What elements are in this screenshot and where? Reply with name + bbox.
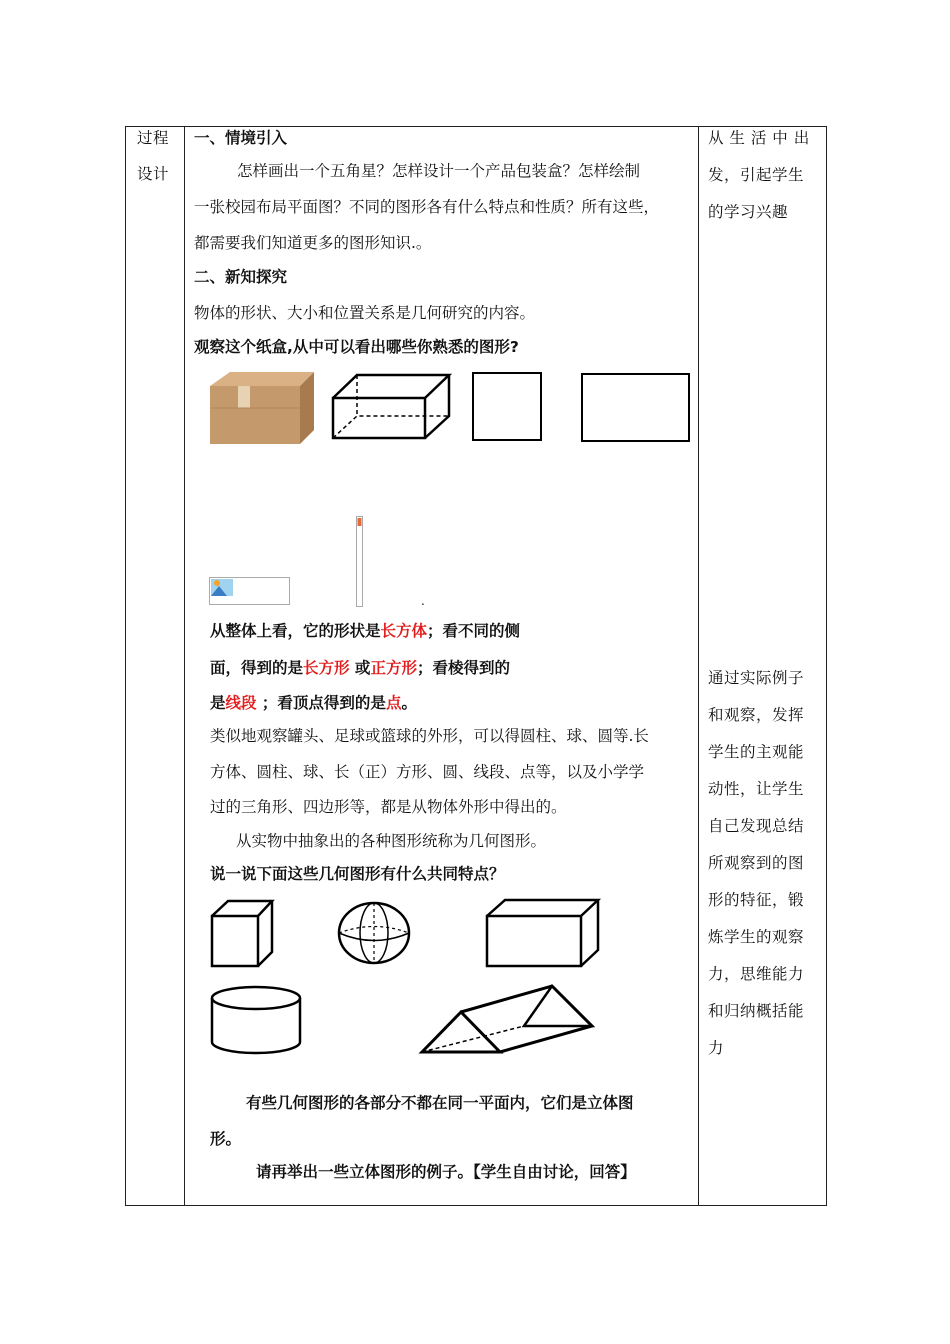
note2-line6: 所观察到的图 xyxy=(708,854,805,872)
obs3-text: 是 xyxy=(210,694,226,712)
conclusion-line2: 形。 xyxy=(210,1130,242,1148)
square-shape xyxy=(472,372,544,442)
abstract-statement: 从实物中抽象出的各种图形统称为几何图形。 xyxy=(236,832,547,850)
question2: 说一说下面这些几何图形有什么共同特点？ xyxy=(210,865,505,883)
note1-line1: 从 生 活 中 出 xyxy=(708,129,810,147)
obs3-mid: ；看顶点得到的是 xyxy=(256,694,386,712)
section1-line1: 怎样画出一个五角星？怎样设计一个产品包装盒？怎样绘制 xyxy=(237,162,641,180)
para2-line3: 过的三角形、四边形等，都是从物体外形中得出的。 xyxy=(210,798,567,816)
observation-line3 xyxy=(210,696,417,712)
note2-line4: 动性，让学生 xyxy=(708,780,805,798)
section1-line2: 一张校园布局平面图？不同的图形各有什么特点和性质？所有这些， xyxy=(194,198,660,216)
section1-line3: 都需要我们知道更多的图形知识.。 xyxy=(194,234,432,252)
obs3-tail: 。 xyxy=(401,694,417,712)
note2-line9: 力，思维能力 xyxy=(708,965,805,983)
segment-term: 线段 xyxy=(225,694,257,712)
note2-line3: 学生的主观能 xyxy=(708,743,805,761)
col-divider-right xyxy=(698,126,699,1206)
rectangle-shape xyxy=(581,373,691,443)
stray-dot: . xyxy=(421,594,425,608)
broken-image-icon xyxy=(209,577,291,607)
obs1-text: 从整体上看，它的形状是 xyxy=(210,622,381,640)
note2-line7: 形的特征，锻 xyxy=(708,891,805,909)
note2-line2: 和观察，发挥 xyxy=(708,706,805,724)
cube-shape xyxy=(210,898,274,970)
observation-line1 xyxy=(210,624,520,640)
note2-line10: 和归纳概括能 xyxy=(708,1002,805,1020)
conclusion-line1: 有些几何图形的各部分不都在同一平面内，它们是立体图 xyxy=(246,1094,634,1112)
obs2-or: 或 xyxy=(349,659,371,677)
note2-line11: 力 xyxy=(708,1039,725,1057)
section2-heading: 二、新知探究 xyxy=(194,268,288,286)
cylinder-shape xyxy=(210,984,302,1056)
section1-heading: 一、情境引入 xyxy=(194,129,288,147)
sphere-shape xyxy=(336,898,412,968)
col-divider-left xyxy=(184,126,185,1206)
cuboid-term: 长方体 xyxy=(380,622,428,640)
square-term: 正方形 xyxy=(370,659,417,677)
point-term: 点 xyxy=(385,694,402,712)
para2-line2: 方体、圆柱、球、长（正）方形、圆、线段、点等，以及小学学 xyxy=(210,763,645,781)
cuboid-wireframe xyxy=(330,372,452,440)
obs1-tail: ；看不同的侧 xyxy=(427,622,521,640)
note1-line3: 的学习兴趣 xyxy=(708,203,789,221)
rectangle-term: 长方形 xyxy=(303,659,350,677)
observation-line2 xyxy=(210,661,510,677)
design-label: 设计 xyxy=(137,165,170,183)
question-box: 观察这个纸盒,从中可以看出哪些你熟悉的图形? xyxy=(194,338,519,356)
obs2-tail: ；看棱得到的 xyxy=(416,659,510,677)
note2-line1: 通过实际例子 xyxy=(708,669,805,687)
obs2-text: 面，得到的是 xyxy=(210,659,304,677)
note2-line5: 自己发现总结 xyxy=(708,817,805,835)
cardboard-box-image xyxy=(208,370,318,446)
process-label: 过程 xyxy=(137,129,170,147)
triangular-prism-shape xyxy=(416,982,598,1056)
note1-line2: 发，引起学生 xyxy=(708,166,805,184)
para2-line1: 类似地观察罐头、足球或篮球的外形，可以得圆柱、球、圆等.长 xyxy=(210,727,649,745)
broken-image-icon-vertical xyxy=(356,516,364,608)
discussion-prompt: 请再举出一些立体图形的例子。【学生自由讨论，回答】 xyxy=(256,1163,636,1181)
cuboid-shape xyxy=(485,898,601,970)
section2-intro: 物体的形状、大小和位置关系是几何研究的内容。 xyxy=(194,304,536,322)
note2-line8: 炼学生的观察 xyxy=(708,928,805,946)
